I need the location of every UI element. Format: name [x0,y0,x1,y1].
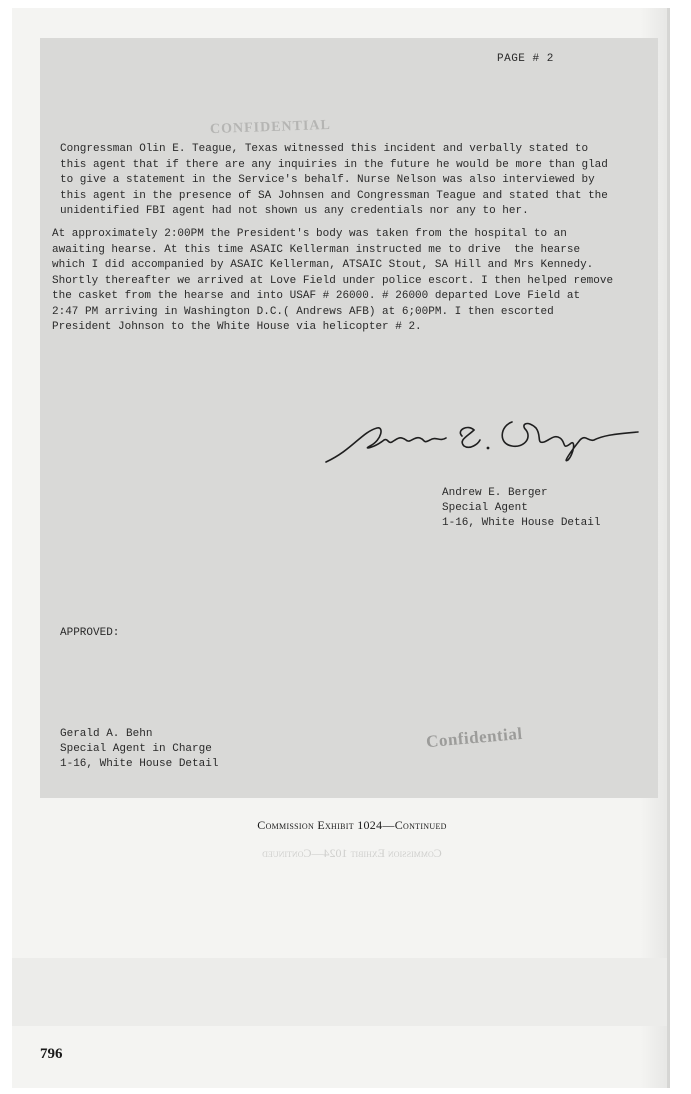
lower-page-band [12,958,667,1026]
paragraph-teague-statement: Congressman Olin E. Teague, Texas witnessed this incident and verbally stated to this agent that if there are any inquiries in the future he would be more than glad to give a statement in the Service's behalf. Nurse Nelson was also interviewed by this agent in the presence of SA Johnsen and Congressman Teague and stated that the unidentified FBI agent had not shown us any credentials nor any to her. [60,143,608,217]
signer-unit: 1-16, White House Detail [442,517,601,529]
approver-title: Special Agent in Charge [60,743,212,755]
approved-label: APPROVED: [60,627,120,639]
exhibit-caption: Commission Exhibit 1024—Continued [257,818,447,832]
typed-name: Andrew E. Berger [442,487,548,499]
handwritten-signature-image [322,410,642,470]
paragraph-hearse-transport: At approximately 2:00PM the President's body was taken from the hospital to an awaiting hearse. At this time ASAIC Kellerman instructed me to drive the hearse which I did accompanied by ASAIC Kellerman, ATSAIC Stout, SA Hill and Mrs Kennedy. Shortly thereafter we arrived at Love Field under police escort. I then helped remove the casket from the hearse and into USAF # 26000. # 26000 departed Love Field at 2:47 PM arriving in Washington D.C.( Andrews AFB) at 6;00PM. I then escorted President Johnson to the White House via helicopter # 2. [52,228,614,333]
confidential-stamp: Confidential [425,723,524,752]
bleed-through-caption: Commission Exhibit 1024—Continued [262,846,442,860]
page-folio-number: 796 [40,1046,63,1062]
approver-name: Gerald A. Behn [60,728,153,740]
approver-unit: 1-16, White House Detail [60,758,219,770]
signature-block [442,486,600,531]
faint-confidential-stamp: CONFIDENTIAL [209,117,332,138]
approver-block [60,727,218,772]
page-number-label: PAGE # 2 [497,53,554,65]
signer-title: Special Agent [442,502,528,514]
